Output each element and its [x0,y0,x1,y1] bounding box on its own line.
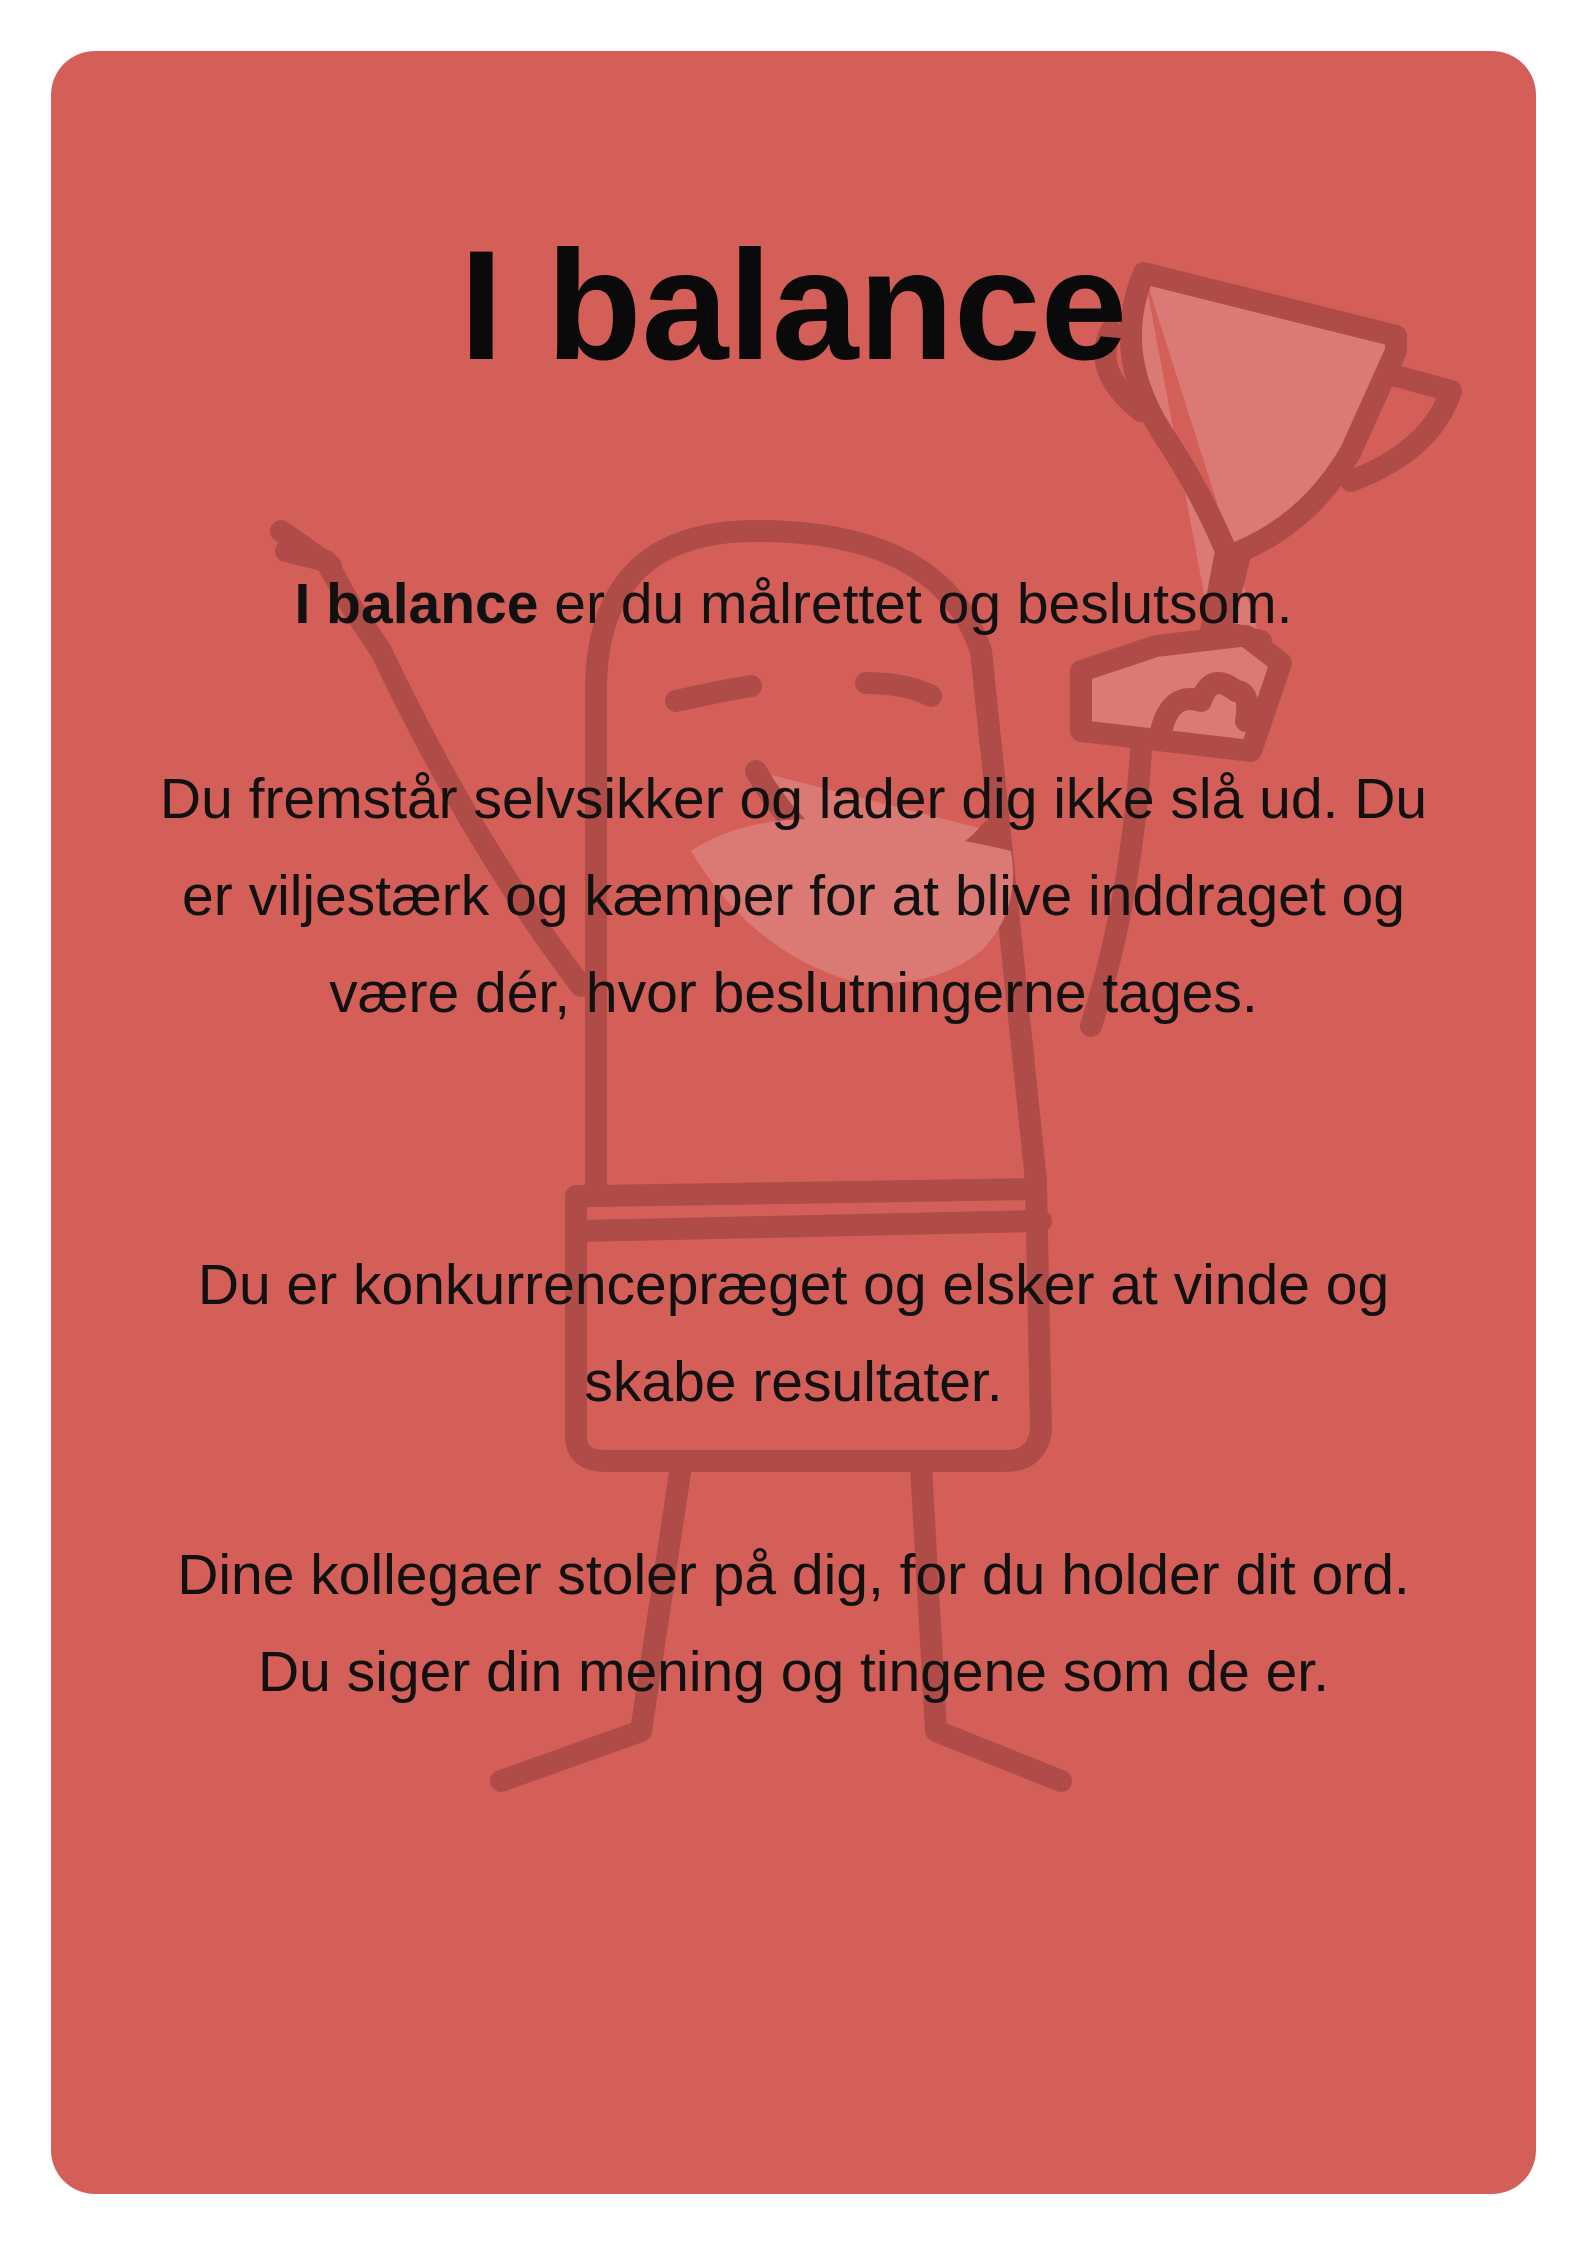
card-title: I balance [459,219,1128,393]
intro-rest: er du målrettet og beslutsom. [538,572,1293,636]
paragraph-trust: Dine kollegaer stoler på dig, for du holder dit ord. Du siger din mening og tingene som de er. [177,1543,1410,1704]
card-content [51,51,1536,2194]
intro-bold-term: I balance [294,572,539,636]
paragraph-competitive: Du er konkurrencepræget og elsker at vinde og skabe resultater. [197,1253,1390,1414]
personality-card [51,51,1536,2194]
intro-paragraph [141,556,1446,653]
paragraph-confidence: Du fremstår selvsikker og lader dig ikke slå ud. Du er viljestærk og kæmper for at blive inddraget og være dér, hvor beslutningerne tages. [159,767,1428,1025]
